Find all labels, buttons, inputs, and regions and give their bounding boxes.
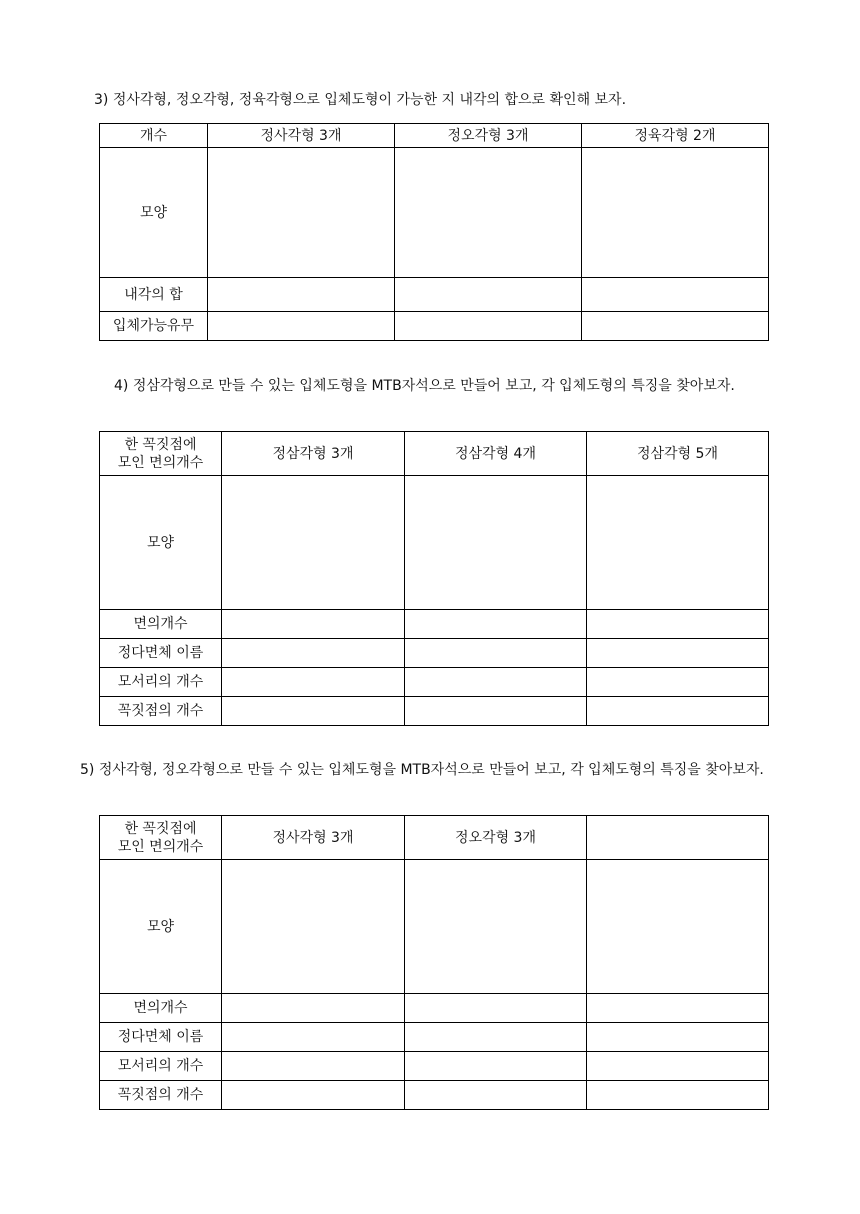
answer-cell[interactable] bbox=[395, 312, 582, 341]
answer-cell[interactable] bbox=[405, 697, 587, 726]
header-faces-per-vertex bbox=[100, 432, 222, 476]
row-label-edge-count: 모서리의 개수 bbox=[100, 1052, 222, 1081]
row-label-shape: 모양 bbox=[100, 860, 222, 994]
row-label-edge-count: 모서리의 개수 bbox=[100, 668, 222, 697]
header-square-3: 정사각형 3개 bbox=[222, 816, 405, 860]
answer-cell[interactable] bbox=[587, 1081, 769, 1110]
header-pentagon-3: 정오각형 3개 bbox=[405, 816, 587, 860]
header-label-line1: 한 꼭짓점에 bbox=[124, 820, 197, 837]
answer-cell[interactable] bbox=[587, 610, 769, 639]
header-label-line2: 모인 면의개수 bbox=[117, 454, 204, 471]
interior-angle-table bbox=[99, 123, 769, 341]
answer-cell[interactable] bbox=[405, 1023, 587, 1052]
answer-cell[interactable] bbox=[405, 1081, 587, 1110]
row-label-solid-possible: 입체가능유무 bbox=[100, 312, 208, 341]
answer-cell[interactable] bbox=[208, 278, 395, 312]
answer-cell[interactable] bbox=[587, 697, 769, 726]
answer-cell[interactable] bbox=[208, 312, 395, 341]
answer-cell[interactable] bbox=[587, 668, 769, 697]
answer-cell[interactable] bbox=[405, 610, 587, 639]
answer-cell[interactable] bbox=[587, 1023, 769, 1052]
answer-cell[interactable] bbox=[405, 668, 587, 697]
header-blank bbox=[587, 816, 769, 860]
header-triangle-3: 정삼각형 3개 bbox=[222, 432, 405, 476]
answer-cell[interactable] bbox=[222, 668, 405, 697]
answer-cell[interactable] bbox=[395, 278, 582, 312]
answer-cell[interactable] bbox=[405, 476, 587, 610]
answer-cell[interactable] bbox=[222, 994, 405, 1023]
answer-cell[interactable] bbox=[405, 994, 587, 1023]
row-label-face-count: 면의개수 bbox=[100, 994, 222, 1023]
answer-cell[interactable] bbox=[222, 860, 405, 994]
question-5-text: 5) 정사각형, 정오각형으로 만들 수 있는 입체도형을 MTB자석으로 만들어 보고, 각 입체도형의 특징을 찾아보자. bbox=[80, 762, 764, 778]
answer-cell[interactable] bbox=[222, 1052, 405, 1081]
answer-cell[interactable] bbox=[395, 148, 582, 278]
square-pentagon-solid-table bbox=[99, 815, 769, 1110]
answer-cell[interactable] bbox=[587, 994, 769, 1023]
answer-cell[interactable] bbox=[587, 476, 769, 610]
answer-cell[interactable] bbox=[222, 610, 405, 639]
row-label-shape: 모양 bbox=[100, 476, 222, 610]
answer-cell[interactable] bbox=[222, 1081, 405, 1110]
answer-cell[interactable] bbox=[208, 148, 395, 278]
question-4-text: 4) 정삼각형으로 만들 수 있는 입체도형을 MTB자석으로 만들어 보고, 각 입체도형의 특징을 찾아보자. bbox=[114, 378, 735, 394]
row-label-face-count: 면의개수 bbox=[100, 610, 222, 639]
answer-cell[interactable] bbox=[222, 639, 405, 668]
header-hexagon-2: 정육각형 2개 bbox=[582, 124, 769, 148]
answer-cell[interactable] bbox=[405, 860, 587, 994]
header-label-line1: 한 꼭짓점에 bbox=[124, 436, 197, 453]
answer-cell[interactable] bbox=[582, 148, 769, 278]
question-3-text: 3) 정사각형, 정오각형, 정육각형으로 입체도형이 가능한 지 내각의 합으로 확인해 보자. bbox=[94, 92, 627, 108]
answer-cell[interactable] bbox=[587, 639, 769, 668]
header-square-3: 정사각형 3개 bbox=[208, 124, 395, 148]
answer-cell[interactable] bbox=[582, 278, 769, 312]
row-label-vertex-count: 꼭짓점의 개수 bbox=[100, 1081, 222, 1110]
row-label-angle-sum: 내각의 합 bbox=[100, 278, 208, 312]
row-label-polyhedron-name: 정다면체 이름 bbox=[100, 639, 222, 668]
header-triangle-4: 정삼각형 4개 bbox=[405, 432, 587, 476]
triangle-solid-table bbox=[99, 431, 769, 726]
answer-cell[interactable] bbox=[222, 476, 405, 610]
row-label-vertex-count: 꼭짓점의 개수 bbox=[100, 697, 222, 726]
header-pentagon-3: 정오각형 3개 bbox=[395, 124, 582, 148]
row-label-shape: 모양 bbox=[100, 148, 208, 278]
answer-cell[interactable] bbox=[587, 860, 769, 994]
answer-cell[interactable] bbox=[587, 1052, 769, 1081]
row-label-polyhedron-name: 정다면체 이름 bbox=[100, 1023, 222, 1052]
answer-cell[interactable] bbox=[582, 312, 769, 341]
answer-cell[interactable] bbox=[222, 1023, 405, 1052]
answer-cell[interactable] bbox=[405, 1052, 587, 1081]
header-triangle-5: 정삼각형 5개 bbox=[587, 432, 769, 476]
header-faces-per-vertex bbox=[100, 816, 222, 860]
header-count: 개수 bbox=[100, 124, 208, 148]
answer-cell[interactable] bbox=[405, 639, 587, 668]
header-label-line2: 모인 면의개수 bbox=[117, 838, 204, 855]
answer-cell[interactable] bbox=[222, 697, 405, 726]
